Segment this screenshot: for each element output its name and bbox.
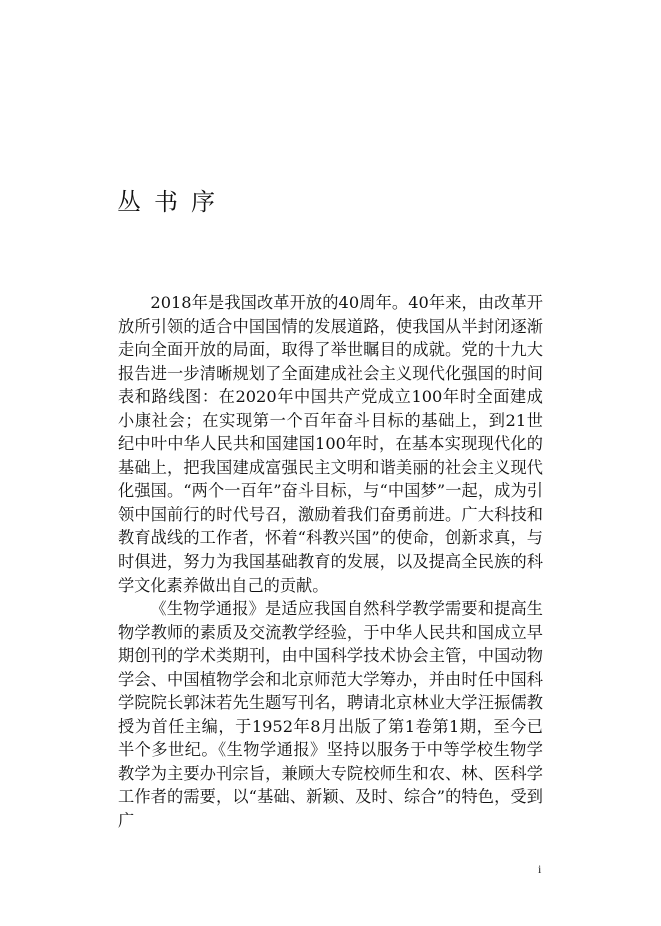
paragraph-1: 2018年是我国改革开放的40周年。40年来，由改革开放所引领的适合中国国情的发展道路，使我国从半封闭逐渐走向全面开放的局面，取得了举世瞩目的成就。党的十九大报告进一步清晰规划了全面建成社会主义现代化强国的时间表和路线图：在2020年中国共产党成立100年时全面建成小康社会；在实现第一个百年奋斗目标的基础上，到21世纪中叶中华人民共和国建国100年时，在基本实现现代化的基础上，把我国建成富强民主文明和谐美丽的社会主义现代化强国。“两个一百年”奋斗目标，与“中国梦”一起，成为引领中国前行的时代号召，激励着我们奋勇前进。广大科技和教育战线的工作者，怀着“科教兴国”的使命，创新求真，与时俱进，努力为我国基础教育的发展，以及提高全民族的科学文化素养做出自己的贡献。 — [118, 293, 543, 595]
page-number: i — [538, 862, 542, 876]
body-text — [118, 291, 543, 833]
page-title: 丛书序 — [117, 188, 228, 216]
paragraph-2: 《生物学通报》是适应我国自然科学教学需要和提高生物学教师的素质及交流教学经验，于中华人民共和国成立早期创刊的学术类期刊，由中国科学技术协会主管，中国动物学会、中国植物学会和北京师范大学筹办，并由时任中国科学院院长郭沫若先生题写刊名，聘请北京林业大学汪振儒教授为首任主编，于1952年8月出版了第1卷第1期，至今已半个多世纪。《生物学通报》坚持以服务于中等学校生物学教学为主要办刊宗旨，兼顾大专院校师生和农、林、医科学工作者的需要，以“基础、新颖、及时、综合”的特色，受到广 — [118, 599, 543, 831]
